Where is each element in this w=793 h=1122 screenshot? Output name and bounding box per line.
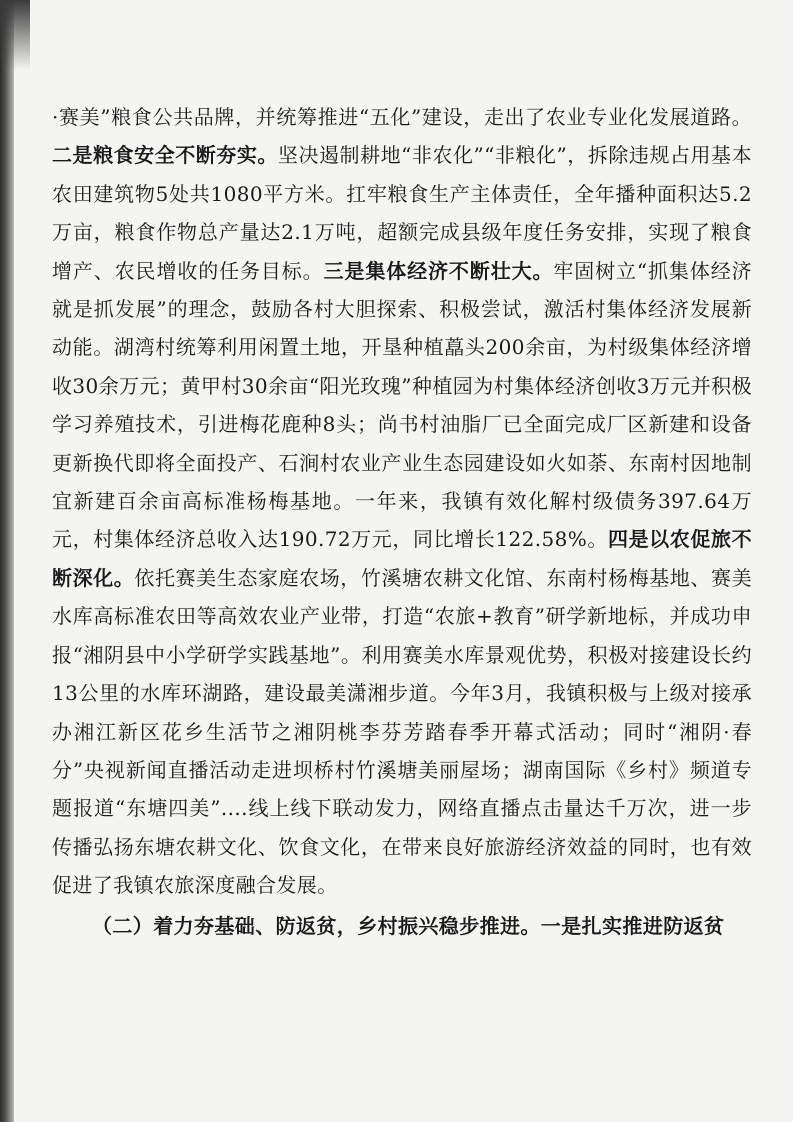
scan-corner-shadow <box>0 0 30 70</box>
scan-binding-edge <box>0 0 14 1122</box>
section-heading-collective-economy: 三是集体经济不断壮大。 <box>323 258 554 283</box>
section-heading-paragraph <box>52 907 752 945</box>
paragraph-text: 牢固树立“抓集体经济就是抓发展”的理念，鼓励各村大胆探索、积极尝试，激活村集体经济发展新动能。湖湾村统筹利用闲置土地，开垦种植藠头200余亩，为村级集体经济增收30余万元；黄甲村30余亩“阳光玫瑰”种植园为村集体经济创收3万元并积极学习养殖技术，引进梅花鹿种8头；尚书村油脂厂已全面完成厂区新建和设备更新换代即将全面投产、石涧村农业产业生态园建设如火如荼、东南村因地制宜新建百余亩高标准杨梅基地。一年来，我镇有效化解村级债务397.64万元，村集体经济总收入达190.72万元，同比增长122.58%。 <box>52 258 753 552</box>
section-heading-agri-tourism: 四是以农促旅不断深化。 <box>52 527 752 590</box>
document-page <box>52 98 752 945</box>
paragraph-text: 坚决遏制耕地“非农化”“非粮化”，拆除违规占用基本农田建筑物5处共1080平方米。扛牢粮食生产主体责任，全年播种面积达5.2万亩，粮食作物总产量达2.1万吨，超额完成县级年度任务安排，实现了粮食增产、农民增收的任务目标。 <box>52 143 752 283</box>
section-heading-grain-security: 二是粮食安全不断夯实。 <box>52 143 278 168</box>
body-paragraph <box>52 98 752 905</box>
paragraph-text: 依托赛美生态家庭农场，竹溪塘农耕文化馆、东南村杨梅基地、赛美水库高标准农田等高效农业产业带，打造“农旅+教育”研学新地标，并成功申报“湘阴县中小学研学实践基地”。利用赛美水库景观优势，积极对接建设长约13公里的水库环湖路，建设最美潇湘步道。今年3月，我镇积极与上级对接承办湘江新区花乡生活节之湘阴桃李芬芳踏春季开幕式活动；同时“湘阴·春分”央视新闻直播活动走进坝桥村竹溪塘美丽屋场；湖南国际《乡村》频道专题报道“东塘四美”....线上线下联动发力，网络直播点击量达千万次，进一步传播弘扬东塘农耕文化、饮食文化，在带来良好旅游经济效益的同时，也有效促进了我镇农旅深度融合发展。 <box>52 565 752 898</box>
paragraph-text: ·赛美”粮食公共品牌，并统筹推进“五化”建设，走出了农业专业化发展道路。 <box>52 105 752 129</box>
section-heading-rural-revitalization: （二）着力夯基础、防返贫，乡村振兴稳步推进。一是扎实推进防返贫 <box>92 913 725 938</box>
